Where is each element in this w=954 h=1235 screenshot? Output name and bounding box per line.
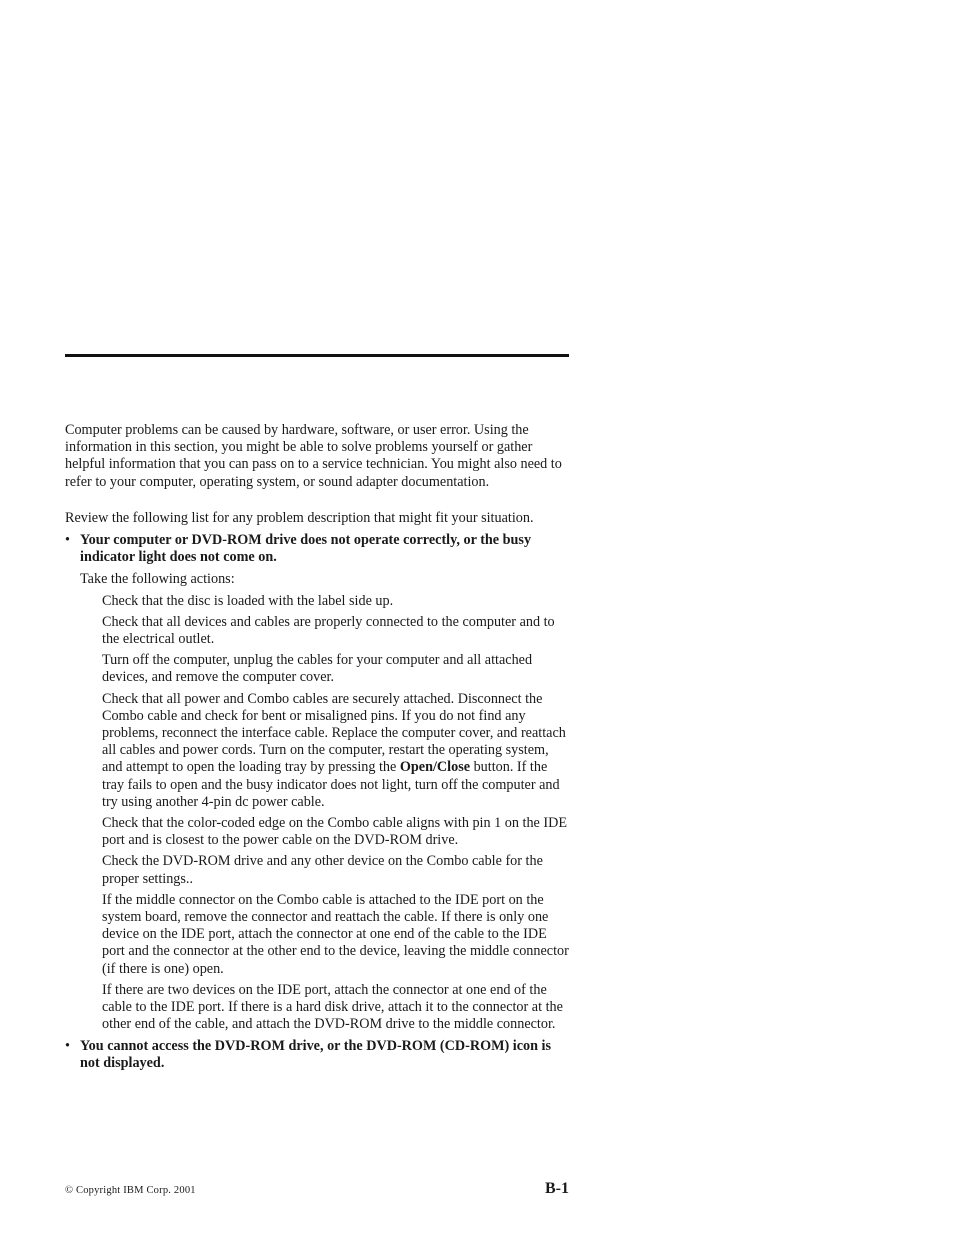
step-8: If there are two devices on the IDE port, attach the connector at one end of the cable to the IDE port. If there is a hard disk drive, attach it to the connector at the other end of the cable, and attach the DVD-ROM drive to the middle connector. xyxy=(102,981,563,1033)
page-number: B-1 xyxy=(545,1180,569,1197)
copyright-footer: © Copyright IBM Corp. 2001 xyxy=(65,1185,196,1196)
review-paragraph: Review the following list for any problem description that might fit your situation. xyxy=(65,509,534,526)
actions-label: Take the following actions: xyxy=(80,571,235,588)
step-5: Check that the color-coded edge on the Combo cable aligns with pin 1 on the IDE port and is closest to the power cable on the DVD-ROM drive. xyxy=(102,815,568,849)
bullet-marker: • xyxy=(65,1037,70,1054)
problem-heading-2 xyxy=(65,1038,571,1072)
problem-heading-1 xyxy=(65,532,571,566)
step-4-text-before: Check that all power and Combo cables are securely attached. Disconnect the Combo cable and check for bent or misaligned pins. If you do not find any problems, reconnect the interface cable. Replace the computer cover, and reattach all cables and power cords. Turn on the computer, restart the operating system, and attempt to open the loading tray by pressing the xyxy=(102,690,566,776)
open-close-term: Open/Close xyxy=(399,759,471,776)
step-6: Check the DVD-ROM drive and any other device on the Combo cable for the proper settings.. xyxy=(102,853,543,887)
step-2: Check that all devices and cables are properly connected to the computer and to the electrical outlet. xyxy=(102,613,555,648)
intro-paragraph: Computer problems can be caused by hardware, software, or user error. Using the information in this section, you might be able to solve problems yourself or gather helpful information that you can pass on to a service technician. You might also need to refer to your computer, operating system, or sound adapter documentation. xyxy=(65,422,562,490)
step-7: If the middle connector on the Combo cable is attached to the IDE port on the system board, remove the connector and reattach the cable. If there is only one device on the IDE port, attach the connector at one end of the cable to the IDE port and the connector at the other end to the device, leaving the middle connector (if there is one) open. xyxy=(102,891,569,977)
bullet-marker: • xyxy=(65,532,70,549)
problem-title-1: Your computer or DVD-ROM drive does not operate correctly, or the busy indicator light does not come on. xyxy=(80,532,532,566)
step-4 xyxy=(65,691,571,811)
step-1: Check that the disc is loaded with the label side up. xyxy=(102,592,394,609)
problem-title-2: You cannot access the DVD-ROM drive, or the DVD-ROM (CD-ROM) icon is not displayed. xyxy=(80,1037,552,1071)
step-4-text-after: button. If the tray fails to open and the busy indicator does not light, turn off the computer and try using another 4-pin dc power cable. xyxy=(102,759,560,810)
step-3: Turn off the computer, unplug the cables for your computer and all attached devices, and remove the computer cover. xyxy=(102,652,533,686)
section-rule xyxy=(65,354,569,357)
document-body xyxy=(65,422,571,1072)
